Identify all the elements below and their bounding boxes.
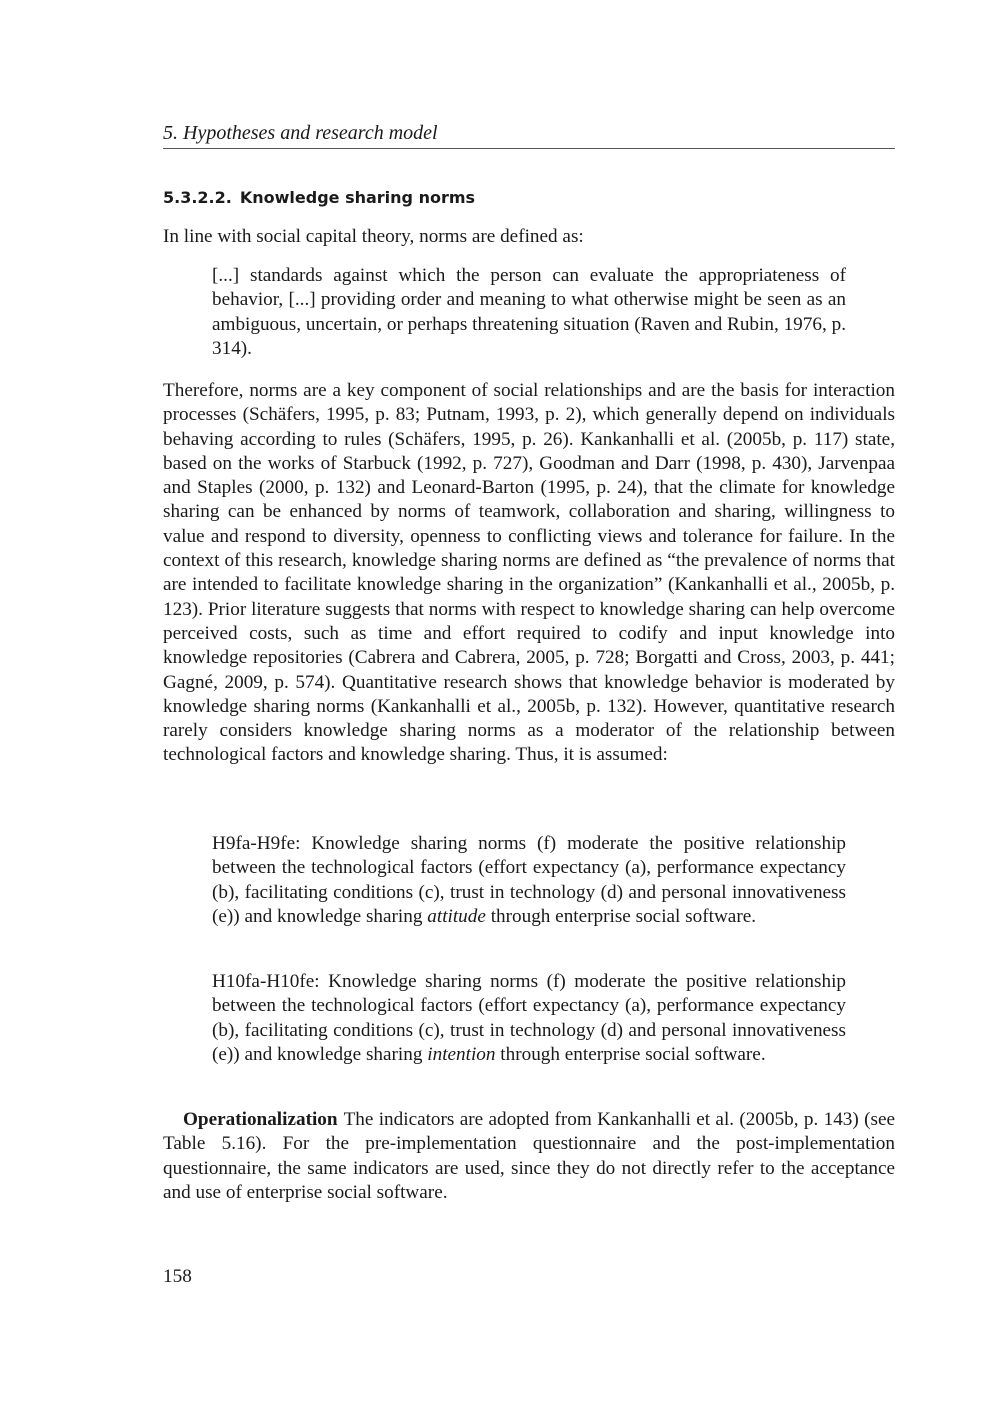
- block-quote: [...] standards against which the person can evaluate the appropriateness of behavior, [...] providing order and meaning to what otherwise might be seen as an ambiguous, uncertain, or perhaps threatening situation (Raven and Rubin, 1976, p. 314).: [212, 265, 846, 359]
- hypothesis-h9: [212, 832, 846, 929]
- intro-paragraph: In line with social capital theory, norms are defined as:: [163, 226, 584, 247]
- hypothesis-h10: [212, 970, 846, 1067]
- operationalization-lead: Operationalization: [183, 1109, 338, 1130]
- operationalization-text: The indicators are adopted from Kankanhalli et al. (2005b, p. 143) (see Table 5.16). For the pre-implementation questionnaire and the post-implementation questionnaire, the same indicators are used, since they do not directly refer to the acceptance and use of enterprise social software.: [163, 1109, 895, 1203]
- hypothesis-h9-emphasis: attitude: [427, 905, 486, 927]
- body-paragraph: Therefore, norms are a key component of social relationships and are the basis for interaction processes (Schäfers, 1995, p. 83; Putnam, 1993, p. 2), which generally depend on individuals behaving according to rules (Schäfers, 1995, p. 26). Kankanhalli et al. (2005b, p. 117) state, based on the works of Starbuck (1992, p. 727), Goodman and Darr (1998, p. 430), Jarvenpaa and Staples (2000, p. 132) and Leonard-Barton (1995, p. 24), that the climate for knowledge sharing can be enhanced by norms of teamwork, collaboration and sharing, willingness to value and respond to diversity, openness to conflicting views and tolerance for failure. In the context of this research, knowledge sharing norms are defined as “the prevalence of norms that are intended to facilitate knowledge sharing in the organization” (Kankanhalli et al., 2005b, p. 123). Prior literature suggests that norms with respect to knowledge sharing can help overcome perceived costs, such as time and effort required to codify and input knowledge into knowledge repositories (Cabrera and Cabrera, 2005, p. 728; Borgatti and Cross, 2003, p. 441; Gagné, 2009, p. 574). Quantitative research shows that knowledge behavior is moderated by knowledge sharing norms (Kankanhalli et al., 2005b, p. 132). However, quantitative research rarely considers knowledge sharing norms as a moderator of the relationship between technological factors and knowledge sharing. Thus, it is assumed:: [163, 380, 895, 766]
- operationalization-paragraph: [163, 1108, 895, 1205]
- page-number: 158: [163, 1266, 192, 1287]
- section-title: Knowledge sharing norms: [239, 188, 476, 207]
- hypothesis-h10-text: H10fa-H10fe: Knowledge sharing norms (f) moderate the positive relationship between the technological factors (effort expectancy (a), performance expectancy (b), facilitating conditions (c), trust in technology (d) and personal innovativeness (e)) and knowledge sharing: [212, 971, 846, 1065]
- section-number: 5.3.2.2.: [163, 188, 232, 207]
- hypothesis-h10-tail: through enterprise social software.: [500, 1043, 766, 1065]
- document-page: [163, 0, 895, 1414]
- hypothesis-h9-tail: through enterprise social software.: [490, 905, 757, 927]
- running-header: 5. Hypotheses and research model: [163, 121, 895, 149]
- section-heading: [163, 187, 475, 209]
- hypothesis-h9-text: H9fa-H9fe: Knowledge sharing norms (f) moderate the positive relationship between the technological factors (effort expectancy (a), performance expectancy (b), facilitating conditions (c), trust in technology (d) and personal innovativeness (e)) and knowledge sharing: [212, 833, 846, 927]
- hypothesis-h10-emphasis: intention: [427, 1043, 496, 1065]
